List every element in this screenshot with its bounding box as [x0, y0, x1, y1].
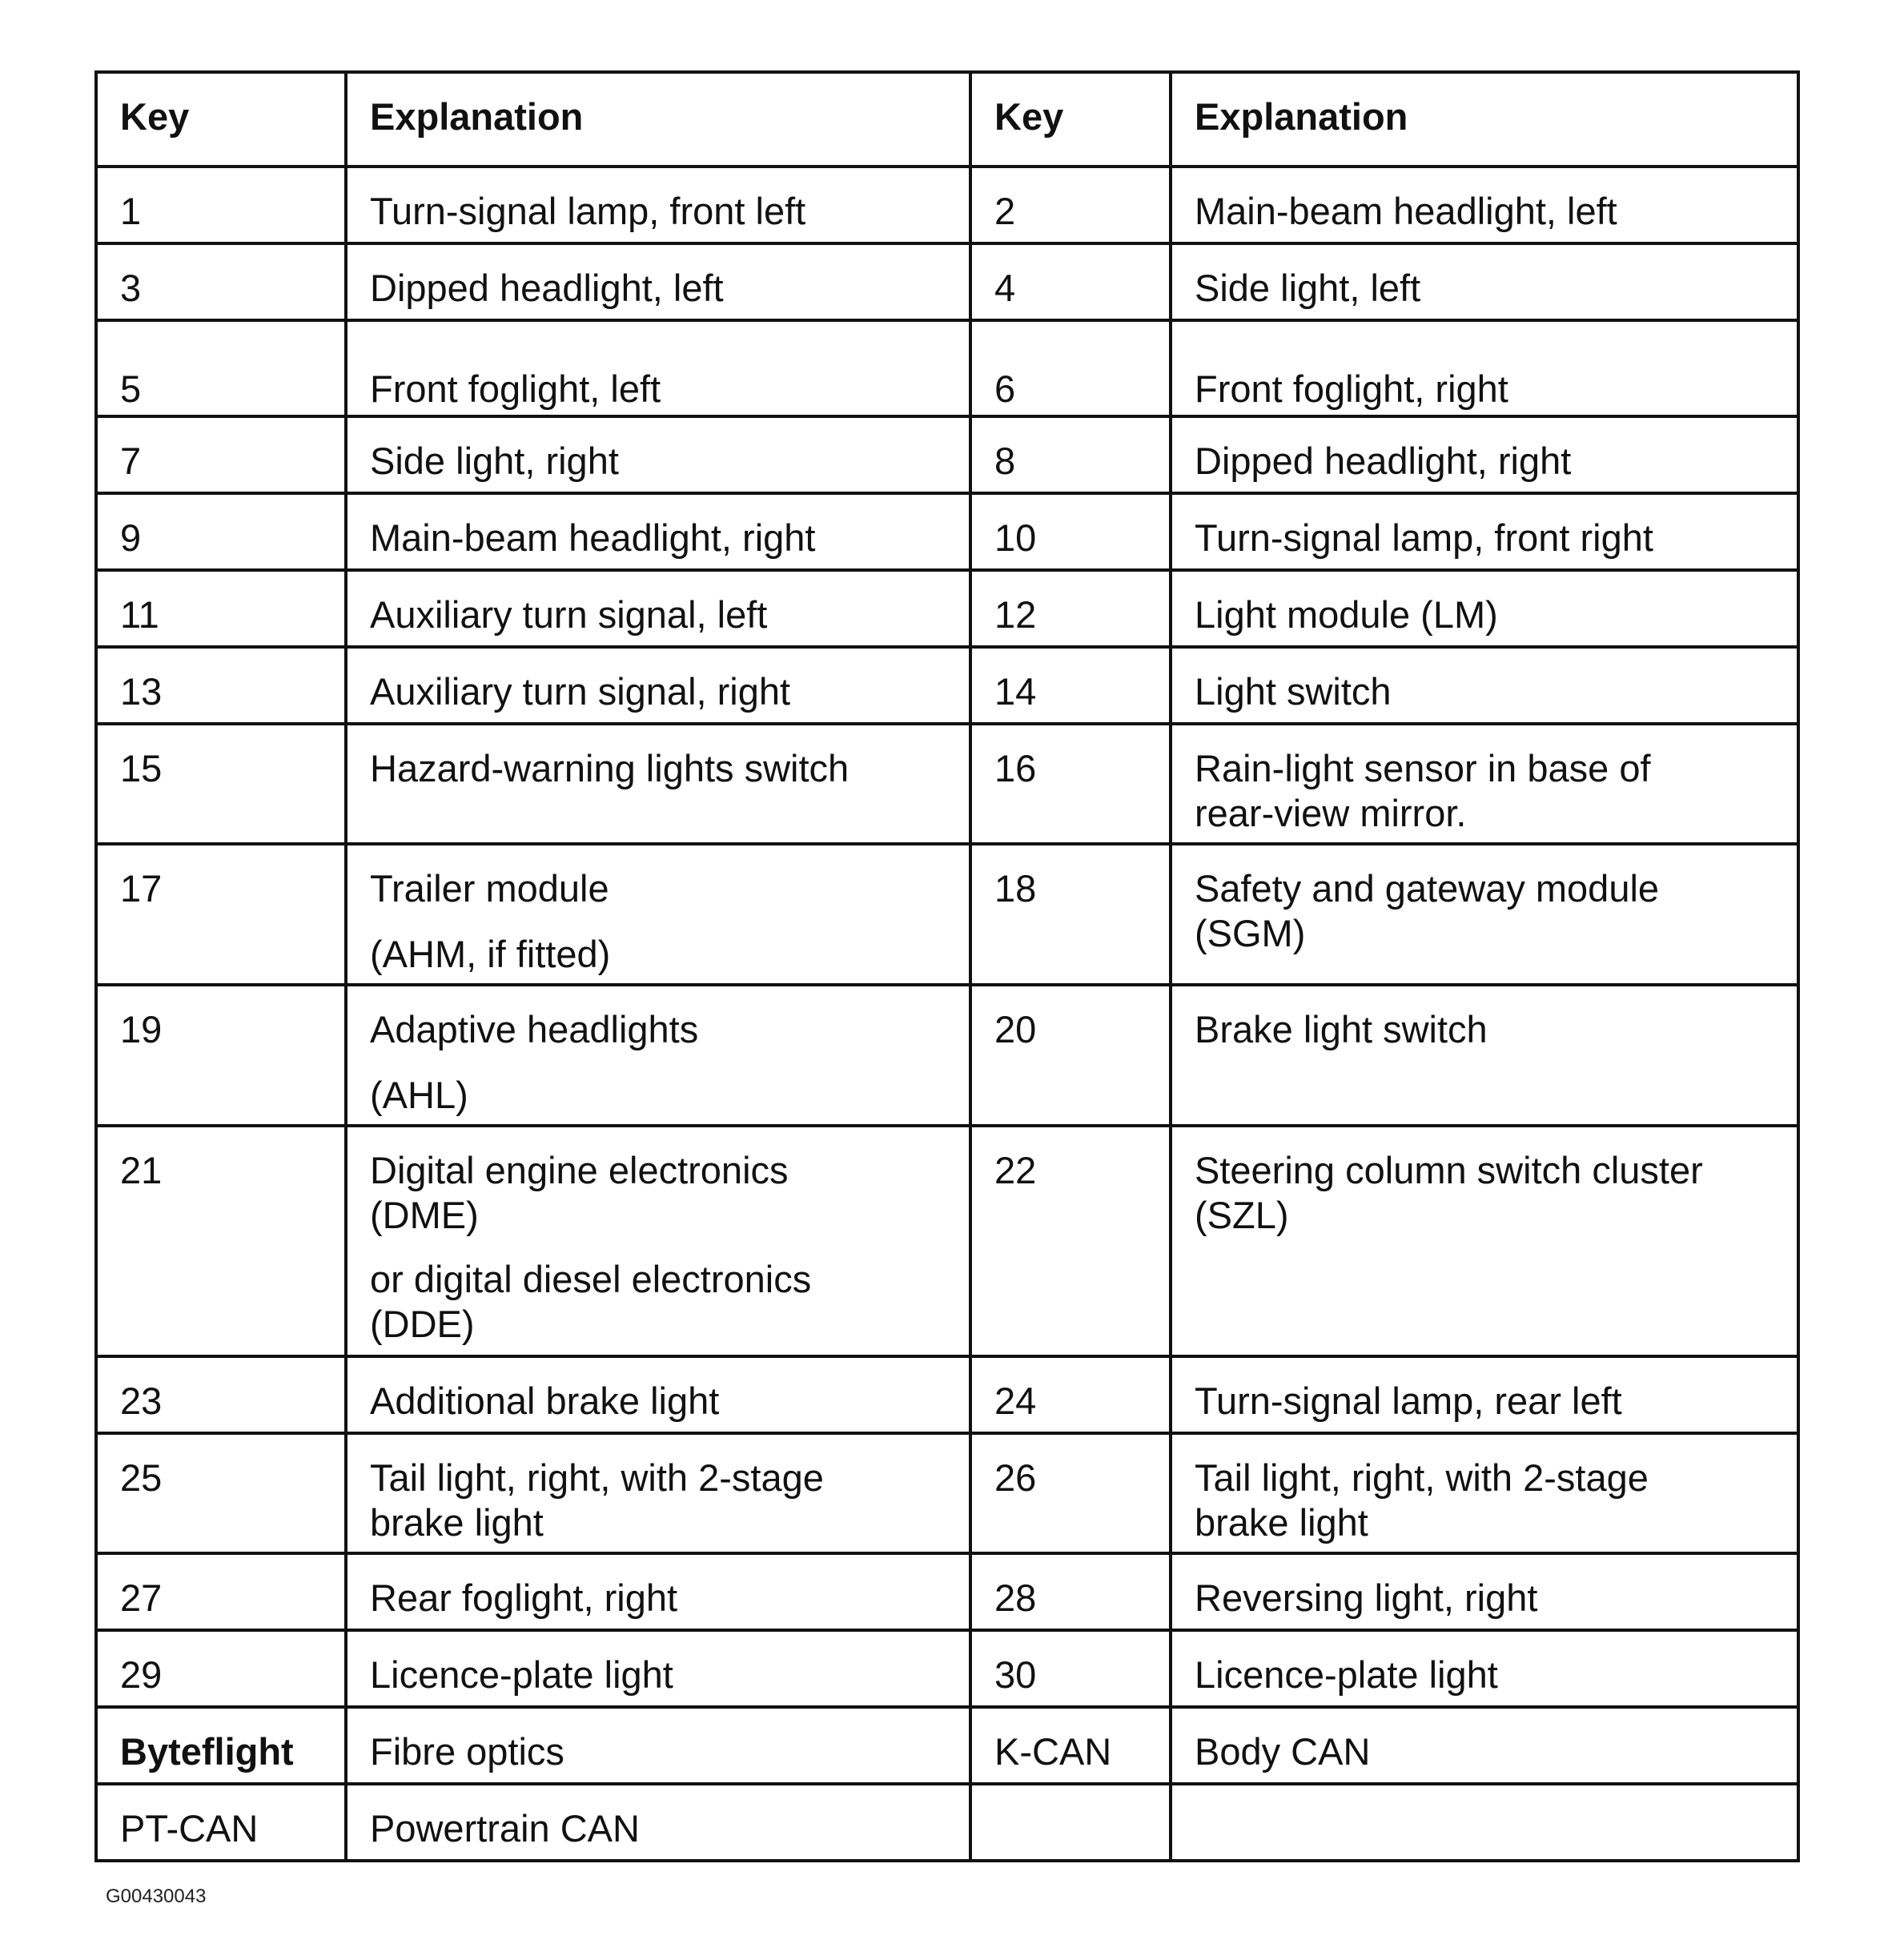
explanation-cell: Side light, right [346, 416, 970, 493]
explanation-cell: Brake light switch [1171, 985, 1798, 1126]
table-row [96, 167, 1798, 243]
explanation-line: Safety and gateway module [1195, 867, 1660, 910]
key-cell: 28 [970, 1553, 1171, 1630]
explanation-cell: Reversing light, right [1171, 1553, 1798, 1630]
explanation-cell: Dipped headlight, left [346, 243, 970, 320]
key-cell: 21 [96, 1126, 346, 1356]
key-cell: Byteflight [96, 1707, 346, 1784]
key-cell: 1 [96, 167, 346, 243]
explanation-line: (SZL) [1195, 1194, 1289, 1236]
key-cell: 2 [970, 167, 1171, 243]
table-row [96, 647, 1798, 724]
key-cell: 5 [96, 320, 346, 416]
key-cell: K-CAN [970, 1707, 1171, 1784]
explanation-cell [346, 1433, 970, 1553]
explanation-cell: Main-beam headlight, left [1171, 167, 1798, 243]
explanation-cell: Light module (LM) [1171, 570, 1798, 647]
explanation-cell [346, 844, 970, 985]
key-cell [970, 1784, 1171, 1861]
key-cell: 14 [970, 647, 1171, 724]
explanation-cell [1171, 1433, 1798, 1553]
table-row [96, 493, 1798, 570]
table-row [96, 1356, 1798, 1433]
key-cell: 4 [970, 243, 1171, 320]
explanation-cell: Front foglight, right [1171, 320, 1798, 416]
key-cell: 11 [96, 570, 346, 647]
explanation-cell [346, 1126, 970, 1356]
explanation-cell: Auxiliary turn signal, right [346, 647, 970, 724]
key-cell: 22 [970, 1126, 1171, 1356]
explanation-cell: Licence-plate light [1171, 1630, 1798, 1707]
table-row [96, 724, 1798, 844]
legend-table [94, 70, 1800, 1862]
explanation-line: brake light [1195, 1501, 1368, 1544]
key-cell: 12 [970, 570, 1171, 647]
explanation-cell: Rear foglight, right [346, 1553, 970, 1630]
key-cell: 20 [970, 985, 1171, 1126]
key-cell: 6 [970, 320, 1171, 416]
header-explanation-left: Explanation [346, 72, 970, 167]
explanation-line: Digital engine electronics [370, 1149, 789, 1191]
key-cell: 26 [970, 1433, 1171, 1553]
key-cell: 30 [970, 1630, 1171, 1707]
explanation-cell: Turn-signal lamp, front left [346, 167, 970, 243]
table-row [96, 1553, 1798, 1630]
explanation-cell: Body CAN [1171, 1707, 1798, 1784]
key-cell: 18 [970, 844, 1171, 985]
explanation-line: (DDE) [370, 1303, 475, 1345]
explanation-cell: Light switch [1171, 647, 1798, 724]
header-row [96, 72, 1798, 167]
key-cell: 27 [96, 1553, 346, 1630]
key-cell: 7 [96, 416, 346, 493]
key-cell: 10 [970, 493, 1171, 570]
key-cell: 8 [970, 416, 1171, 493]
explanation-cell: Main-beam headlight, right [346, 493, 970, 570]
explanation-line: or digital diesel electronics [370, 1258, 812, 1300]
key-cell: 19 [96, 985, 346, 1126]
explanation-cell: Hazard-warning lights switch [346, 724, 970, 844]
explanation-line: Adaptive headlights [370, 1008, 699, 1050]
explanation-cell: Turn-signal lamp, rear left [1171, 1356, 1798, 1433]
table-row [96, 985, 1798, 1126]
explanation-cell [1171, 1126, 1798, 1356]
table-row [96, 1784, 1798, 1861]
explanation-line: (AHL) [370, 1074, 468, 1116]
explanation-cell [346, 985, 970, 1126]
table-row [96, 320, 1798, 416]
key-cell: 23 [96, 1356, 346, 1433]
key-cell: 25 [96, 1433, 346, 1553]
explanation-line: rear-view mirror. [1195, 792, 1467, 834]
explanation-cell [1171, 1784, 1798, 1861]
key-cell: 29 [96, 1630, 346, 1707]
explanation-cell: Licence-plate light [346, 1630, 970, 1707]
key-cell: 24 [970, 1356, 1171, 1433]
key-cell: 3 [96, 243, 346, 320]
table-row [96, 243, 1798, 320]
table-row [96, 1630, 1798, 1707]
explanation-line: brake light [370, 1501, 544, 1544]
explanation-cell: Fibre optics [346, 1707, 970, 1784]
explanation-line: Tail light, right, with 2-stage [370, 1456, 824, 1499]
document-id: G00430043 [106, 1886, 207, 1907]
table-row [96, 570, 1798, 647]
key-cell: 16 [970, 724, 1171, 844]
header-key-left: Key [96, 72, 346, 167]
table-row [96, 1126, 1798, 1356]
table-row [96, 416, 1798, 493]
explanation-cell: Side light, left [1171, 243, 1798, 320]
explanation-cell [1171, 724, 1798, 844]
explanation-line: Tail light, right, with 2-stage [1195, 1456, 1649, 1499]
key-cell: 15 [96, 724, 346, 844]
explanation-cell: Powertrain CAN [346, 1784, 970, 1861]
explanation-line: Steering column switch cluster [1195, 1149, 1703, 1191]
key-cell: 17 [96, 844, 346, 985]
explanation-cell: Additional brake light [346, 1356, 970, 1433]
explanation-line: Trailer module [370, 867, 609, 910]
explanation-line: (AHM, if fitted) [370, 933, 611, 975]
explanation-cell: Turn-signal lamp, front right [1171, 493, 1798, 570]
explanation-cell: Front foglight, left [346, 320, 970, 416]
key-cell: 9 [96, 493, 346, 570]
explanation-line: (SGM) [1195, 912, 1306, 954]
header-key-right: Key [970, 72, 1171, 167]
explanation-cell: Auxiliary turn signal, left [346, 570, 970, 647]
explanation-line: (DME) [370, 1194, 479, 1236]
explanation-line: Rain-light sensor in base of [1195, 747, 1651, 789]
table-row [96, 1707, 1798, 1784]
header-explanation-right: Explanation [1171, 72, 1798, 167]
table-row [96, 1433, 1798, 1553]
table-row [96, 844, 1798, 985]
explanation-cell: Dipped headlight, right [1171, 416, 1798, 493]
key-cell: 13 [96, 647, 346, 724]
explanation-cell [1171, 844, 1798, 985]
key-cell: PT-CAN [96, 1784, 346, 1861]
